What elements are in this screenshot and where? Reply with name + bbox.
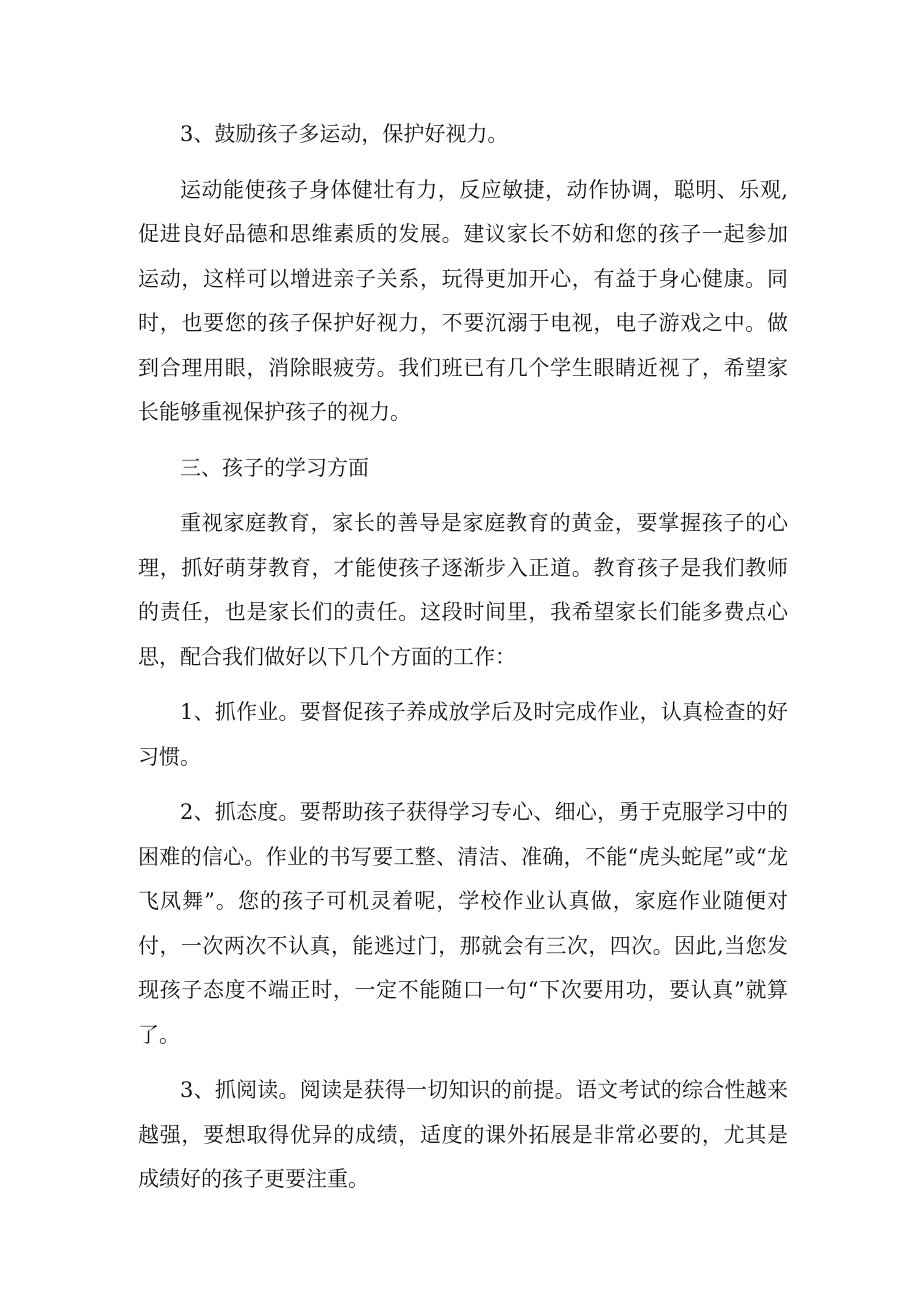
paragraph-reading: 3、抓阅读。阅读是获得一切知识的前提。语文考试的综合性越来越强，要想取得优异的成绩，适度的课外拓展是非常必要的，尤其是成绩好的孩子更要注重。 (138, 1078, 788, 1191)
paragraph-attitude: 2、抓态度。要帮助孩子获得学习专心、细心，勇于克服学习中的困难的信心。作业的书写要工整、清洁、准确，不能“虎头蛇尾”或“龙飞凤舞”。您的孩子可机灵着呢，学校作业认真做，家庭作业随便对付，一次两次不认真，能逃过门，那就会有三次，四次。因此,当您发现孩子态度不端正时，一定不能随口一句“下次要用功，要认真”就算了。 (138, 800, 788, 1047)
paragraph-exercise-eyesight: 运动能使孩子身体健壮有力，反应敏捷，动作协调，聪明、乐观,促进良好品德和思维素质的发展。建议家长不妨和您的孩子一起参加运动，这样可以增进亲子关系，玩得更加开心，有益于身心健康。同时，也要您的孩子保护好视力，不要沉溺于电视，电子游戏之中。做到合理用眼，消除眼疲劳。我们班已有几个学生眼睛近视了，希望家长能够重视保护孩子的视力。 (138, 177, 788, 424)
section-heading-learning: 三、孩子的学习方面 (180, 455, 369, 480)
paragraph-homework: 1、抓作业。要督促孩子养成放学后及时完成作业，认真检查的好习惯。 (138, 700, 788, 769)
paragraph-encourage-exercise-heading: 3、鼓励孩子多运动，保护好视力。 (180, 122, 509, 146)
document-body (138, 112, 788, 1213)
paragraph-family-education: 重视家庭教育，家长的善导是家庭教育的黄金，要掌握孩子的心理，抓好萌芽教育，才能使孩子逐渐步入正道。教育孩子是我们教师的责任，也是家长们的责任。这段时间里，我希望家长们能多费点心思，配合我们做好以下几个方面的工作： (138, 511, 788, 669)
